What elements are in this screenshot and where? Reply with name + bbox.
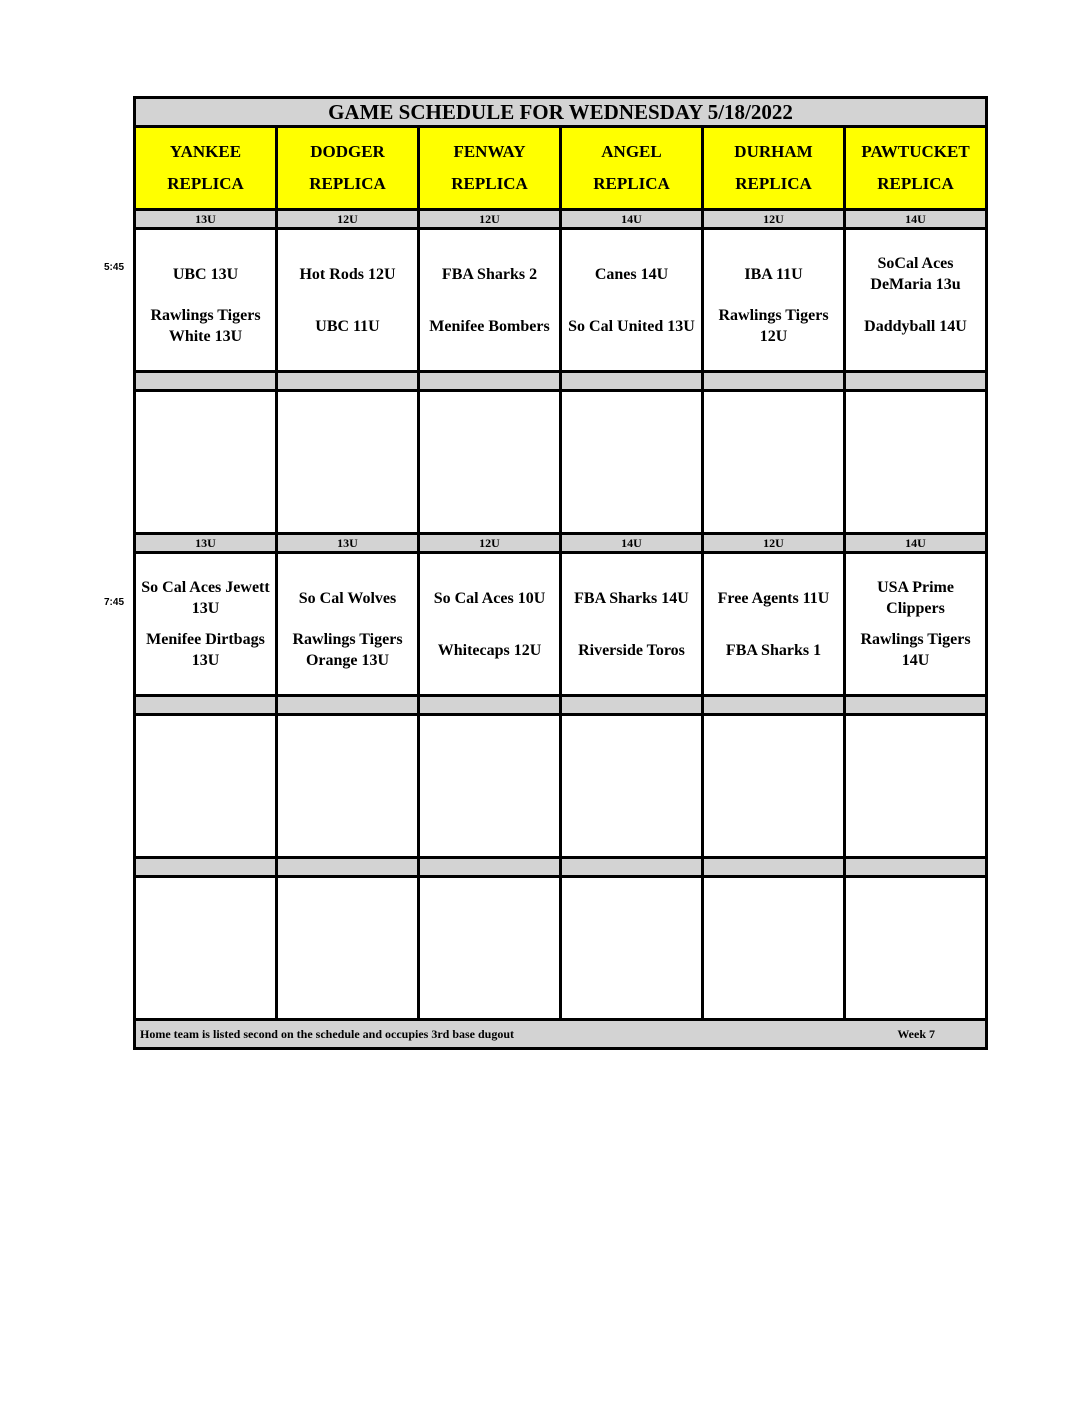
separator-cell	[419, 696, 561, 715]
field-header-row	[135, 127, 987, 210]
age-division: 14U	[845, 210, 987, 229]
separator-cell	[703, 858, 845, 877]
separator-cell	[277, 696, 419, 715]
field-name: FENWAY	[453, 142, 526, 161]
empty-cell	[561, 877, 703, 1020]
age-division-row	[135, 210, 987, 229]
footer-bar	[135, 1020, 987, 1049]
separator-cell	[561, 858, 703, 877]
visitor-team: IBA 11U	[744, 265, 803, 283]
age-division: 14U	[845, 534, 987, 553]
visitor-team: SoCal Aces DeMaria 13u	[870, 255, 961, 293]
empty-cell	[845, 391, 987, 534]
empty-cell	[419, 715, 561, 858]
empty-cell	[703, 391, 845, 534]
separator-cell	[703, 696, 845, 715]
separator-cell	[277, 858, 419, 877]
separator-row	[135, 696, 987, 715]
field-name: DODGER	[310, 142, 385, 161]
separator-row	[135, 372, 987, 391]
field-type: REPLICA	[593, 174, 670, 193]
age-division: 13U	[135, 534, 277, 553]
game-cell	[845, 553, 987, 696]
schedule-title: GAME SCHEDULE FOR WEDNESDAY 5/18/2022	[135, 98, 987, 127]
empty-game-row	[135, 715, 987, 858]
empty-cell	[703, 715, 845, 858]
game-cell	[277, 229, 419, 372]
age-division: 12U	[703, 534, 845, 553]
home-team: Rawlings Tigers 14U	[860, 631, 971, 669]
field-name: YANKEE	[169, 142, 242, 161]
field-type: REPLICA	[877, 174, 954, 193]
separator-cell	[135, 372, 277, 391]
empty-cell	[561, 391, 703, 534]
separator-cell	[561, 696, 703, 715]
home-team: Whitecaps 12U	[437, 641, 542, 659]
game-cell	[135, 553, 277, 696]
empty-cell	[419, 391, 561, 534]
game-cell	[845, 229, 987, 372]
empty-cell	[845, 877, 987, 1020]
separator-cell	[845, 696, 987, 715]
visitor-team: USA Prime Clippers	[877, 579, 954, 617]
visitor-team: FBA Sharks 14U	[574, 589, 689, 607]
age-division: 12U	[419, 534, 561, 553]
age-division: 12U	[419, 210, 561, 229]
time-slot-2: 7:45	[103, 597, 124, 608]
game-row	[135, 229, 987, 372]
field-type: REPLICA	[309, 174, 386, 193]
age-division: 12U	[277, 210, 419, 229]
empty-cell	[419, 877, 561, 1020]
home-team: Rawlings Tigers White 13U	[150, 307, 261, 345]
field-header	[419, 127, 561, 210]
empty-cell	[277, 877, 419, 1020]
separator-cell	[135, 858, 277, 877]
schedule-table	[133, 96, 988, 1050]
empty-game-row	[135, 391, 987, 534]
week-label: Week 7	[897, 1026, 935, 1041]
time-slot-1: 5:45	[103, 262, 124, 273]
empty-cell	[845, 715, 987, 858]
age-division-row	[135, 534, 987, 553]
empty-cell	[561, 715, 703, 858]
visitor-team: So Cal Wolves	[298, 589, 397, 607]
home-team: Menifee Bombers	[429, 317, 550, 335]
visitor-team: So Cal Aces Jewett 13U	[141, 579, 270, 617]
game-cell	[277, 553, 419, 696]
separator-cell	[561, 372, 703, 391]
separator-cell	[845, 858, 987, 877]
home-team: Menifee Dirtbags 13U	[146, 631, 265, 669]
age-division: 13U	[277, 534, 419, 553]
home-team: FBA Sharks 1	[725, 641, 822, 659]
field-header	[277, 127, 419, 210]
empty-game-row	[135, 877, 987, 1020]
age-division: 13U	[135, 210, 277, 229]
field-header	[845, 127, 987, 210]
separator-cell	[845, 372, 987, 391]
visitor-team: Hot Rods 12U	[299, 265, 396, 283]
home-team-note: Home team is listed second on the schedule and occupies 3rd base dugout	[140, 1026, 515, 1041]
home-team: So Cal United 13U	[568, 317, 695, 335]
visitor-team: Canes 14U	[594, 265, 669, 283]
empty-cell	[135, 877, 277, 1020]
field-type: REPLICA	[167, 174, 244, 193]
empty-cell	[277, 391, 419, 534]
field-header	[561, 127, 703, 210]
age-division: 14U	[561, 534, 703, 553]
field-name: PAWTUCKET	[861, 142, 970, 161]
field-type: REPLICA	[451, 174, 528, 193]
game-cell	[135, 229, 277, 372]
empty-cell	[135, 391, 277, 534]
home-team: Daddyball 14U	[864, 317, 967, 335]
age-division: 12U	[703, 210, 845, 229]
field-header	[135, 127, 277, 210]
game-cell	[703, 229, 845, 372]
empty-cell	[135, 715, 277, 858]
age-division: 14U	[561, 210, 703, 229]
field-name: ANGEL	[601, 142, 662, 161]
field-header	[703, 127, 845, 210]
home-team: UBC 11U	[315, 317, 380, 335]
separator-cell	[135, 696, 277, 715]
game-cell	[419, 553, 561, 696]
field-type: REPLICA	[735, 174, 812, 193]
empty-cell	[277, 715, 419, 858]
game-cell	[561, 229, 703, 372]
field-name: DURHAM	[734, 142, 813, 161]
visitor-team: Free Agents 11U	[717, 589, 830, 607]
visitor-team: UBC 13U	[172, 265, 239, 283]
separator-cell	[419, 858, 561, 877]
separator-cell	[277, 372, 419, 391]
home-team: Rawlings Tigers Orange 13U	[292, 631, 403, 669]
separator-row	[135, 858, 987, 877]
home-team: Rawlings Tigers 12U	[718, 307, 829, 345]
game-row	[135, 553, 987, 696]
visitor-team: FBA Sharks 2	[441, 265, 538, 283]
separator-cell	[703, 372, 845, 391]
visitor-team: So Cal Aces 10U	[433, 589, 546, 607]
home-team: Riverside Toros	[578, 641, 685, 659]
game-cell	[419, 229, 561, 372]
game-cell	[561, 553, 703, 696]
empty-cell	[703, 877, 845, 1020]
separator-cell	[419, 372, 561, 391]
game-cell	[703, 553, 845, 696]
